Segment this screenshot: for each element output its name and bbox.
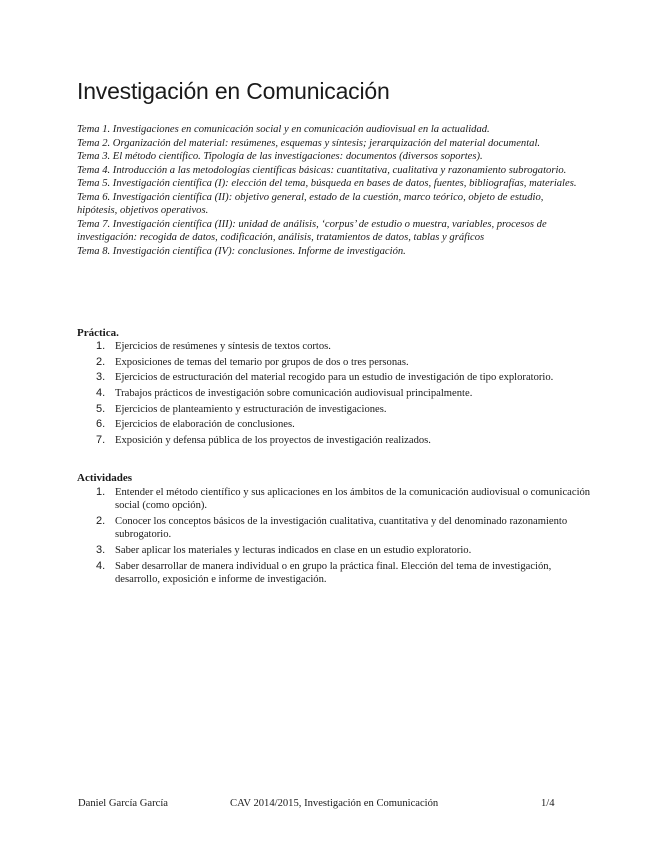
- list-item: [77, 560, 597, 587]
- list-item: [77, 387, 597, 400]
- topic-item: Tema 6. Investigación científica (II): objetivo general, estado de la cuestión, marco teórico, objeto de estudio, hipótesis, objetivos operativos.: [77, 191, 544, 216]
- topic-item: Tema 3. El método científico. Tipología de las investigaciones: documentos (diversos soportes).: [77, 151, 483, 162]
- page-footer: [0, 798, 655, 814]
- list-number: 2.: [96, 355, 106, 368]
- list-item: [77, 371, 597, 384]
- footer-course: CAV 2014/2015, Investigación en Comunicación: [230, 798, 439, 809]
- list-item-text: Ejercicios de elaboración de conclusiones.: [115, 419, 295, 431]
- list-number: 2.: [96, 514, 106, 527]
- list-item: [77, 434, 597, 447]
- list-number: 4.: [96, 387, 106, 400]
- list-number: 1.: [96, 486, 106, 498]
- list-item-text: Saber desarrollar de manera individual o en grupo la práctica final. Elección del tema de investigación, desarrollo, exposición e informe de investigación.: [115, 560, 552, 585]
- practica-list: [77, 340, 597, 450]
- list-number: 3.: [96, 543, 106, 556]
- list-item-text: Ejercicios de planteamiento y estructuración de investigaciones.: [115, 403, 387, 415]
- list-item: [77, 515, 597, 542]
- topic-item: Tema 2. Organización del material: resúmenes, esquemas y síntesis; jerarquización del material documental.: [77, 137, 541, 149]
- topic-item: Tema 7. Investigación científica (III): unidad de análisis, ‘corpus’ de estudio o muestra, variables, procesos de investigación: recogida de datos, codificación, análisis, tratamientos de datos, tablas y gráficos: [77, 218, 547, 243]
- list-number: 4.: [96, 559, 106, 572]
- actividades-list: [77, 486, 597, 589]
- topics-list: [77, 123, 577, 258]
- practica-heading: Práctica.: [77, 327, 119, 339]
- topic-item: Tema 4. Introducción a las metodologías científicas básicas: cuantitativa, cualitativa y razonamiento subrogatorio.: [77, 164, 567, 176]
- list-item-text: Exposición y defensa pública de los proyectos de investigación realizados.: [115, 435, 431, 447]
- topic-item: Tema 8. Investigación científica (IV): conclusiones. Informe de investigación.: [77, 245, 406, 257]
- list-number: 6.: [96, 418, 106, 431]
- topic-item: Tema 5. Investigación científica (I): elección del tema, búsqueda en bases de datos, fuentes, bibliografías, materiales.: [77, 178, 577, 189]
- list-item-text: Exposiciones de temas del temario por grupos de dos o tres personas.: [115, 356, 409, 368]
- footer-page-number: 1/4: [541, 798, 555, 809]
- list-number: 5.: [96, 402, 106, 415]
- list-item-text: Ejercicios de resúmenes y síntesis de textos cortos.: [115, 341, 331, 352]
- topic-item: Tema 1. Investigaciones en comunicación social y en comunicación audiovisual en la actualidad.: [77, 124, 490, 135]
- list-item: [77, 403, 597, 416]
- list-item: [77, 340, 597, 353]
- list-item: [77, 418, 597, 431]
- list-number: 1.: [96, 340, 106, 352]
- list-item: [77, 356, 597, 369]
- footer-author: Daniel García García: [78, 798, 168, 809]
- list-item-text: Entender el método científico y sus aplicaciones en los ámbitos de la comunicación audiovisual o comunicación social (como opción).: [115, 487, 591, 512]
- list-item-text: Conocer los conceptos básicos de la investigación cualitativa, cuantitativa y del denominado razonamiento subrogatorio.: [115, 515, 568, 541]
- actividades-heading: Actividades: [77, 472, 132, 484]
- list-item-text: Saber aplicar los materiales y lecturas indicados en clase en un estudio exploratorio.: [115, 544, 472, 556]
- list-number: 7.: [96, 434, 106, 447]
- list-item: [77, 486, 597, 513]
- list-item: [77, 544, 597, 557]
- list-item-text: Ejercicios de estructuración del material recogido para un estudio de investigación de tipo exploratorio.: [115, 372, 554, 384]
- list-item-text: Trabajos prácticos de investigación sobre comunicación audiovisual principalmente.: [115, 388, 473, 400]
- document-title: Investigación en Comunicación: [77, 78, 390, 104]
- list-number: 3.: [96, 371, 106, 384]
